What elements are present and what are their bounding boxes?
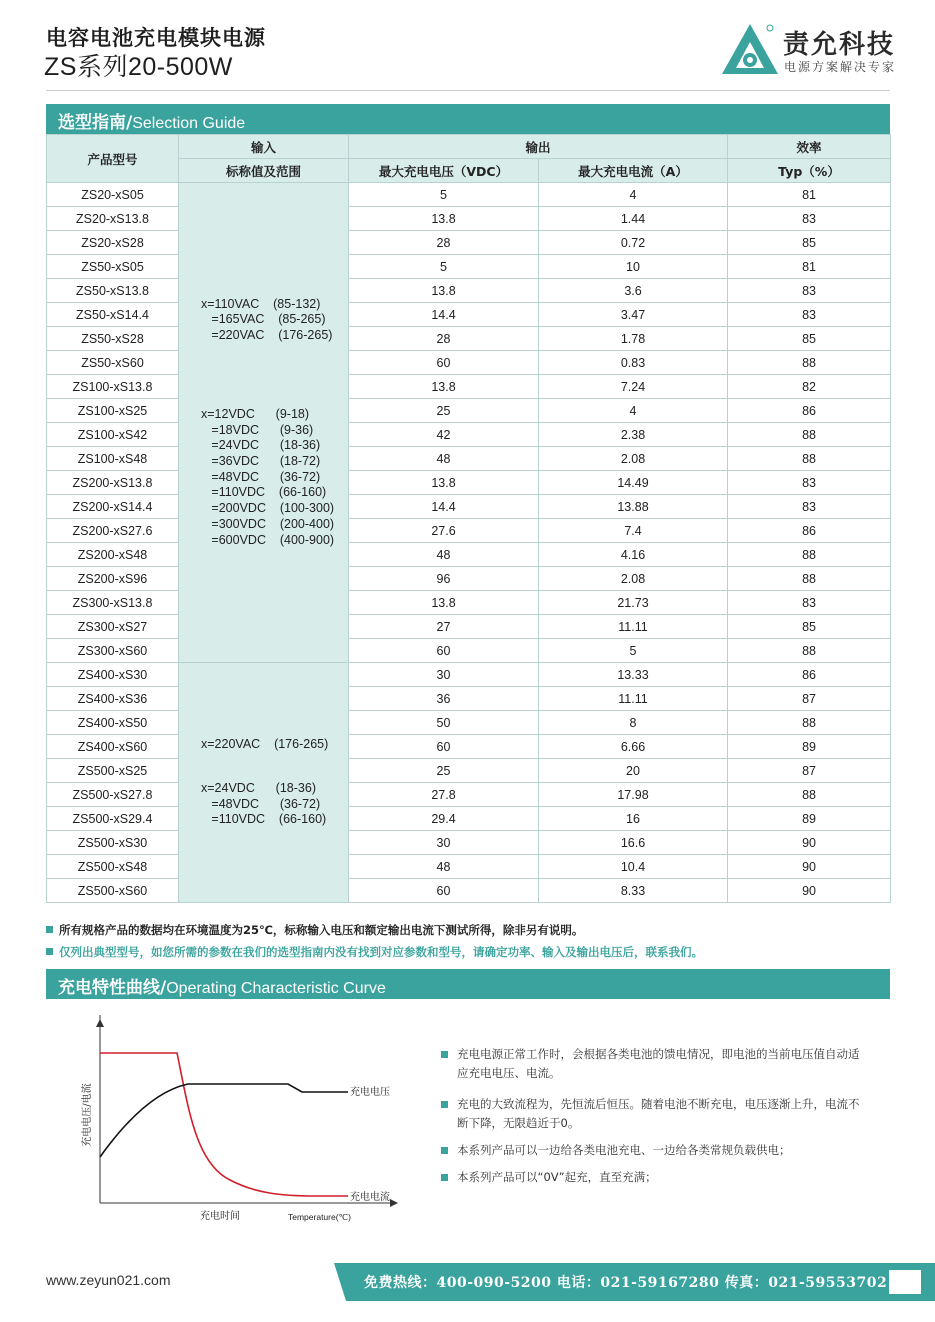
- model-cell: ZS50-xS60: [47, 351, 179, 375]
- voltage-cell: 36: [349, 687, 539, 711]
- table-row: [47, 207, 891, 231]
- table-row: [47, 639, 891, 663]
- table-row: [47, 327, 891, 351]
- voltage-cell: 96: [349, 567, 539, 591]
- efficiency-cell: 87: [728, 759, 891, 783]
- current-label: 充电电流: [350, 1192, 390, 1203]
- input-ac-ranges: x=220VAC (176-265): [201, 737, 329, 752]
- current-cell: 13.88: [539, 495, 728, 519]
- efficiency-cell: 83: [728, 495, 891, 519]
- input-range-cell: [179, 663, 349, 903]
- bullet-square-icon: [441, 1147, 448, 1154]
- current-cell: 14.49: [539, 471, 728, 495]
- efficiency-cell: 85: [728, 327, 891, 351]
- table-row: [47, 423, 891, 447]
- current-cell: 20: [539, 759, 728, 783]
- model-cell: ZS500-xS25: [47, 759, 179, 783]
- input-range-cell: [179, 183, 349, 663]
- document-title: 电容电池充电模块电源: [46, 26, 266, 50]
- model-cell: ZS50-xS28: [47, 327, 179, 351]
- current-cell: 5: [539, 639, 728, 663]
- col-output: 输出: [349, 135, 728, 159]
- voltage-cell: 13.8: [349, 471, 539, 495]
- current-cell: 4.16: [539, 543, 728, 567]
- table-row: [47, 303, 891, 327]
- note-1: 所有规格产品的数据均在环境温度为25℃，标称输入电压和额定输出电流下测试所得，除非另有说明。: [46, 922, 583, 938]
- input-dc-ranges: x=24VDC (18-36) =48VDC (36-72) =110VDC (66-160): [201, 780, 327, 827]
- col-input-range: 标称值及范围: [179, 159, 349, 183]
- model-cell: ZS200-xS13.8: [47, 471, 179, 495]
- selection-title-cn: 选型指南/: [58, 113, 133, 133]
- input-dc-ranges: x=12VDC (9-18) =18VDC (9-36) =24VDC (18-36) =36VDC (18-72) =48VDC (36-72) =110VDC (66-160) =200VDC (100-300) =300VDC (200-400) =600VDC (400-900): [201, 406, 335, 547]
- efficiency-cell: 88: [728, 783, 891, 807]
- efficiency-cell: 90: [728, 831, 891, 855]
- table-row: [47, 735, 891, 759]
- col-voltage: 最大充电电压（VDC）: [349, 159, 539, 183]
- current-cell: 3.6: [539, 279, 728, 303]
- efficiency-cell: 90: [728, 879, 891, 903]
- model-cell: ZS100-xS48: [47, 447, 179, 471]
- bullet-square-icon: [441, 1101, 448, 1108]
- model-cell: ZS500-xS29.4: [47, 807, 179, 831]
- table-row: [47, 255, 891, 279]
- x-axis-label-en: Temperature(℃): [288, 1212, 351, 1222]
- current-cell: 16: [539, 807, 728, 831]
- current-cell: 17.98: [539, 783, 728, 807]
- y-axis-label: 充电电压/电流: [82, 1083, 93, 1147]
- voltage-cell: 13.8: [349, 207, 539, 231]
- voltage-cell: 27.6: [349, 519, 539, 543]
- current-cell: 0.83: [539, 351, 728, 375]
- current-cell: 0.72: [539, 231, 728, 255]
- document-subtitle: ZS系列20-500W: [44, 53, 233, 81]
- voltage-cell: 48: [349, 447, 539, 471]
- model-cell: ZS400-xS30: [47, 663, 179, 687]
- x-axis-label: 充电时间: [200, 1211, 240, 1222]
- model-cell: ZS500-xS30: [47, 831, 179, 855]
- efficiency-cell: 86: [728, 399, 891, 423]
- model-cell: ZS400-xS50: [47, 711, 179, 735]
- current-cell: 6.66: [539, 735, 728, 759]
- voltage-cell: 60: [349, 735, 539, 759]
- efficiency-cell: 83: [728, 471, 891, 495]
- website-link[interactable]: www.zeyun021.com: [46, 1272, 171, 1288]
- model-cell: ZS50-xS13.8: [47, 279, 179, 303]
- voltage-cell: 48: [349, 855, 539, 879]
- table-row: [47, 615, 891, 639]
- header-divider: [46, 90, 890, 91]
- footer-contact: 免费热线：400-090-5200 电话：021-59167280 传真：021-59553702: [364, 1275, 888, 1291]
- model-cell: ZS100-xS13.8: [47, 375, 179, 399]
- col-efficiency: 效率: [728, 135, 891, 159]
- model-cell: ZS50-xS14.4: [47, 303, 179, 327]
- efficiency-cell: 88: [728, 447, 891, 471]
- model-cell: ZS100-xS25: [47, 399, 179, 423]
- efficiency-cell: 88: [728, 423, 891, 447]
- table-row: [47, 879, 891, 903]
- selection-title-en: Selection Guide: [132, 115, 246, 132]
- voltage-cell: 13.8: [349, 591, 539, 615]
- efficiency-cell: 83: [728, 303, 891, 327]
- voltage-cell: 50: [349, 711, 539, 735]
- efficiency-cell: 86: [728, 663, 891, 687]
- current-cell: 11.11: [539, 615, 728, 639]
- efficiency-cell: 83: [728, 279, 891, 303]
- table-row: [47, 399, 891, 423]
- col-model: 产品型号: [47, 135, 179, 183]
- feature-item: 本系列产品可以一边给各类电池充电、一边给各类常规负载供电；: [441, 1141, 861, 1160]
- efficiency-cell: 89: [728, 735, 891, 759]
- voltage-cell: 60: [349, 351, 539, 375]
- model-cell: ZS300-xS60: [47, 639, 179, 663]
- feature-list: [441, 1045, 861, 1195]
- brand-name: 责允科技: [783, 30, 896, 60]
- model-cell: ZS400-xS36: [47, 687, 179, 711]
- efficiency-cell: 81: [728, 255, 891, 279]
- model-cell: ZS200-xS48: [47, 543, 179, 567]
- bullet-square-icon: [46, 926, 53, 933]
- voltage-cell: 5: [349, 255, 539, 279]
- curve-heading: [46, 969, 890, 999]
- current-cell: 11.11: [539, 687, 728, 711]
- table-row: [47, 447, 891, 471]
- voltage-cell: 28: [349, 231, 539, 255]
- current-cell: 2.08: [539, 567, 728, 591]
- current-cell: 1.44: [539, 207, 728, 231]
- table-row: [47, 231, 891, 255]
- efficiency-cell: 90: [728, 855, 891, 879]
- table-row: [47, 591, 891, 615]
- table-row: [47, 471, 891, 495]
- current-cell: 16.6: [539, 831, 728, 855]
- table-row: [47, 495, 891, 519]
- feature-item: 充电的大致流程为，先恒流后恒压。随着电池不断充电，电压逐渐上升，电流不断下降，无限趋近于0。: [441, 1095, 861, 1133]
- curve-title-en: Operating Characteristic Curve: [166, 980, 386, 997]
- x-axis-arrow-icon: [390, 1199, 398, 1207]
- voltage-cell: 27: [349, 615, 539, 639]
- voltage-label: 充电电压: [350, 1087, 390, 1098]
- table-row: [47, 663, 891, 687]
- efficiency-cell: 88: [728, 351, 891, 375]
- current-cell: 3.47: [539, 303, 728, 327]
- table-row: [47, 519, 891, 543]
- page-number-box: [889, 1270, 921, 1294]
- table-row: [47, 279, 891, 303]
- voltage-cell: 60: [349, 879, 539, 903]
- bullet-square-icon: [441, 1051, 448, 1058]
- voltage-cell: 25: [349, 399, 539, 423]
- table-row: [47, 687, 891, 711]
- efficiency-cell: 88: [728, 711, 891, 735]
- table-row: [47, 711, 891, 735]
- input-ac-ranges: x=110VAC (85-132) =165VAC (85-265) =220VAC (176-265): [201, 296, 333, 343]
- model-cell: ZS100-xS42: [47, 423, 179, 447]
- current-cell: 8: [539, 711, 728, 735]
- table-row: [47, 855, 891, 879]
- current-curve: [100, 1053, 348, 1196]
- current-cell: 1.78: [539, 327, 728, 351]
- model-cell: ZS50-xS05: [47, 255, 179, 279]
- voltage-cell: 30: [349, 831, 539, 855]
- model-cell: ZS200-xS27.6: [47, 519, 179, 543]
- current-cell: 7.24: [539, 375, 728, 399]
- efficiency-cell: 83: [728, 207, 891, 231]
- model-cell: ZS200-xS14.4: [47, 495, 179, 519]
- model-cell: ZS300-xS27: [47, 615, 179, 639]
- note-2: 仅列出典型型号，如您所需的参数在我们的选型指南内没有找到对应参数和型号，请确定功率、输入及输出电压后，联系我们。: [46, 944, 703, 960]
- current-cell: 4: [539, 399, 728, 423]
- efficiency-cell: 85: [728, 615, 891, 639]
- current-cell: 10: [539, 255, 728, 279]
- feature-item: 本系列产品可以“0V”起充，直至充满；: [441, 1168, 861, 1187]
- table-row: [47, 759, 891, 783]
- voltage-cell: 25: [349, 759, 539, 783]
- brand-slogan: 电源方案解决专家: [784, 60, 897, 74]
- current-cell: 2.08: [539, 447, 728, 471]
- voltage-cell: 27.8: [349, 783, 539, 807]
- voltage-cell: 28: [349, 327, 539, 351]
- bullet-square-icon: [46, 948, 53, 955]
- efficiency-cell: 81: [728, 183, 891, 207]
- y-axis-arrow-icon: [96, 1019, 104, 1027]
- voltage-cell: 13.8: [349, 279, 539, 303]
- selection-guide-heading: [46, 104, 890, 134]
- efficiency-cell: 85: [728, 231, 891, 255]
- model-cell: ZS200-xS96: [47, 567, 179, 591]
- table-row: [47, 783, 891, 807]
- current-cell: 10.4: [539, 855, 728, 879]
- current-cell: 7.4: [539, 519, 728, 543]
- voltage-cell: 14.4: [349, 495, 539, 519]
- efficiency-cell: 88: [728, 567, 891, 591]
- efficiency-cell: 83: [728, 591, 891, 615]
- current-cell: 13.33: [539, 663, 728, 687]
- voltage-cell: 30: [349, 663, 539, 687]
- bullet-square-icon: [441, 1174, 448, 1181]
- model-cell: ZS500-xS60: [47, 879, 179, 903]
- model-cell: ZS20-xS13.8: [47, 207, 179, 231]
- model-cell: ZS400-xS60: [47, 735, 179, 759]
- selection-table: [46, 134, 891, 903]
- efficiency-cell: 88: [728, 639, 891, 663]
- efficiency-cell: 88: [728, 543, 891, 567]
- current-cell: 2.38: [539, 423, 728, 447]
- voltage-cell: 13.8: [349, 375, 539, 399]
- current-cell: 4: [539, 183, 728, 207]
- table-row: [47, 375, 891, 399]
- model-cell: ZS500-xS27.8: [47, 783, 179, 807]
- model-cell: ZS20-xS05: [47, 183, 179, 207]
- efficiency-cell: 82: [728, 375, 891, 399]
- current-cell: 8.33: [539, 879, 728, 903]
- curve-title-cn: 充电特性曲线/: [58, 978, 167, 998]
- table-row: [47, 831, 891, 855]
- efficiency-cell: 89: [728, 807, 891, 831]
- model-cell: ZS300-xS13.8: [47, 591, 179, 615]
- voltage-cell: 60: [349, 639, 539, 663]
- voltage-cell: 42: [349, 423, 539, 447]
- table-row: [47, 567, 891, 591]
- col-current: 最大充电电流（A）: [539, 159, 728, 183]
- voltage-cell: 5: [349, 183, 539, 207]
- col-input: 输入: [179, 135, 349, 159]
- charging-curve-diagram: [70, 1015, 410, 1230]
- model-cell: ZS20-xS28: [47, 231, 179, 255]
- voltage-curve: [100, 1084, 348, 1157]
- efficiency-cell: 87: [728, 687, 891, 711]
- table-row: [47, 543, 891, 567]
- current-cell: 21.73: [539, 591, 728, 615]
- col-typ: Typ（%）: [728, 159, 891, 183]
- voltage-cell: 48: [349, 543, 539, 567]
- efficiency-cell: 86: [728, 519, 891, 543]
- table-row: [47, 183, 891, 207]
- voltage-cell: 14.4: [349, 303, 539, 327]
- table-row: [47, 807, 891, 831]
- voltage-cell: 29.4: [349, 807, 539, 831]
- table-row: [47, 351, 891, 375]
- feature-item: 充电电源正常工作时，会根据各类电池的馈电情况，即电池的当前电压值自动适应充电电压、电流。: [441, 1045, 861, 1083]
- model-cell: ZS500-xS48: [47, 855, 179, 879]
